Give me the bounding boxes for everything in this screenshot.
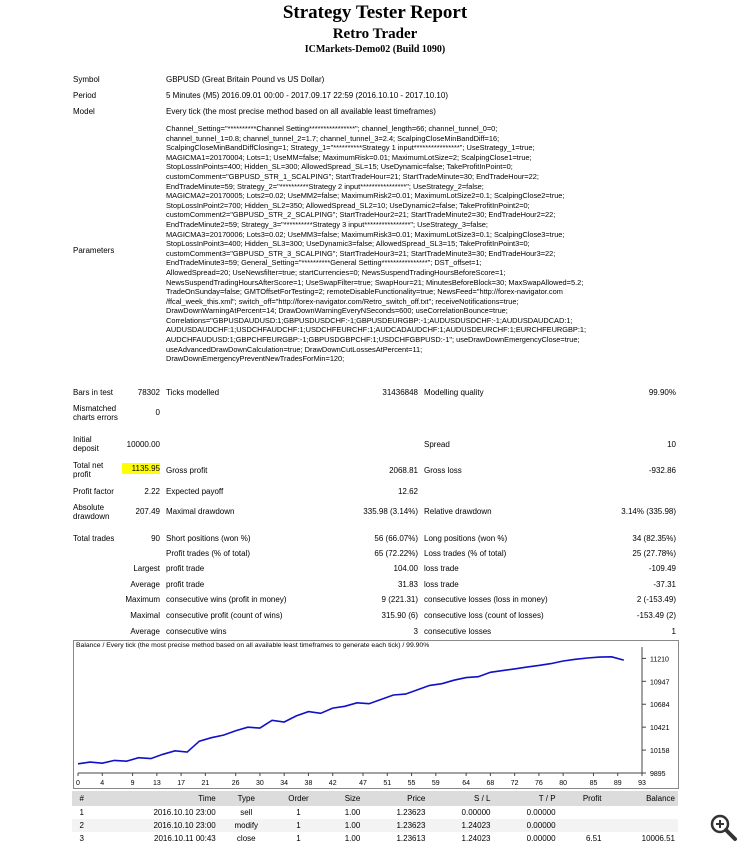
x-tick-label: 93	[638, 780, 646, 787]
y-tick-label: 9895	[650, 771, 666, 778]
orders-header-cell: S / L	[428, 791, 493, 806]
x-tick-label: 47	[359, 780, 367, 787]
avg-cons-label: Average	[130, 627, 160, 636]
x-tick-label: 4	[100, 780, 105, 787]
table-cell	[605, 806, 678, 819]
table-cell: 2	[72, 819, 91, 832]
largest-profit-value: 104.00	[393, 564, 418, 573]
parameters-line: Channel_Setting="**********Channel Setting****************"; channel_length=66; channel_tunnel_0=0;	[166, 124, 498, 133]
table-cell: 2016.10.10 23:00	[91, 819, 218, 832]
maximal-label: Maximal	[130, 611, 160, 620]
zoom-in-icon[interactable]	[708, 812, 738, 842]
y-tick-label: 11210	[650, 656, 669, 664]
average-profit-label: profit trade	[166, 580, 205, 589]
x-tick-label: 38	[304, 780, 313, 787]
parameters-label: Parameters	[73, 246, 115, 255]
reldd-label: Relative drawdown	[424, 507, 492, 516]
parameters-line: DrawDownEmergencyPreventNewTradesForMin=120;	[166, 354, 345, 364]
parameters-text	[166, 124, 686, 364]
average-loss-label: loss trade	[424, 580, 459, 589]
parameters-line: channel_tunnel_1=0.8; channel_tunnel_2=1.7; channel_tunnel_3=2.4; ScalpingCloseMinBandDiff=16;	[166, 133, 500, 143]
maximal-profit-label: consecutive profit (count of wins)	[166, 611, 283, 620]
max-wins-label: consecutive wins (profit in money)	[166, 595, 287, 604]
payoff-value: 12.62	[397, 487, 418, 496]
x-tick-label: 51	[383, 780, 392, 787]
average-profit-value: 31.83	[397, 580, 418, 589]
absdd-value: 207.49	[135, 507, 160, 516]
avg-wins-value: 3	[413, 627, 418, 636]
largest-loss-value: -109.49	[648, 564, 676, 573]
parameters-line: customComment2="GBPUSD_STR_2_SCALPING"; StartTradeHour2=21; StartTradeMinute2=30; EndTradeHour2=22;	[166, 210, 556, 220]
y-tick-label: 10158	[650, 748, 670, 756]
spread-label: Spread	[424, 440, 450, 449]
parameters-line: EndTradeMinute=59; Strategy_2="**********Strategy 2 input****************"; UseStrategy_2=false;	[166, 181, 484, 191]
avg-losses-label: consecutive losses	[424, 627, 492, 636]
table-cell: 1.00	[344, 808, 361, 817]
table-cell	[559, 806, 605, 819]
x-tick-label: 0	[76, 780, 80, 787]
parameters-line: StopLossInPoint3=400; Hidden_SL3=300; UseDynamic3=false; AllowedSpread_SL3=15; TakeProfitInPoint3=0;	[166, 239, 530, 249]
parameters-line: DrawDownWarningAtPercent=14; DrawDownWarningEveryNSeconds=600; useCorrelationBounce=true;	[166, 306, 508, 316]
orders-header-cell: Type	[219, 791, 274, 806]
netprofit-label-1: Total net	[73, 461, 104, 470]
expert-name: Retro Trader	[332, 26, 418, 42]
average-label: Average	[130, 580, 160, 589]
table-cell: modify	[219, 819, 274, 832]
avg-wins-label: consecutive wins	[166, 627, 227, 636]
mismatched-label-1: Mismatched	[73, 404, 117, 413]
model-label: Model	[73, 107, 95, 116]
orders-header-cell: Balance	[605, 791, 678, 806]
mismatched-value: 0	[155, 408, 160, 417]
orders-table	[72, 791, 678, 845]
bars-label: Bars in test	[73, 388, 114, 397]
short-label: Short positions (won %)	[166, 534, 251, 543]
table-cell: 2016.10.11 00:43	[154, 834, 216, 843]
parameters-line: /ffcal_week_this.xml"; switch_off="http://forex-navigator.com/Retro_switch_off.txt"; receiveNotifications=true;	[166, 296, 519, 306]
avg-losses-value: 1	[671, 627, 676, 636]
table-cell: 1.23623	[396, 808, 426, 817]
table-cell: 1	[296, 834, 301, 843]
profit-trades-value: 65 (72.22%)	[374, 549, 418, 558]
orders-header-cell: Size	[323, 791, 363, 806]
max-losses-value: 2 (-153.49)	[636, 595, 676, 604]
x-tick-label: 21	[201, 780, 210, 787]
table-cell: 2016.10.10 23:00	[153, 808, 216, 817]
parameters-line: AllowedSpread=20; UseNewsfilter=true; startCurrencies=0; NewsSuspendTradingHoursBeforeScore=1;	[166, 267, 506, 277]
orders-header-cell: #	[72, 791, 91, 806]
x-tick-label: 17	[177, 780, 185, 787]
table-cell: 1	[296, 808, 301, 817]
profit-trades-label: Profit trades (% of total)	[166, 549, 251, 558]
maxdd-label: Maximal drawdown	[166, 507, 235, 516]
average-loss-value: -37.31	[653, 580, 676, 589]
parameters-line: ScalpingCloseMinBandDiffClosing=1; Strategy_1="**********Strategy 1 input****************"; UseStrategy_1=true;	[166, 143, 535, 153]
y-tick-label: 10421	[650, 725, 670, 733]
bars-value: 78302	[137, 388, 160, 397]
x-tick-label: 64	[462, 780, 471, 787]
y-tick-label: 10947	[650, 679, 670, 687]
netprofit-label-2: profit	[73, 470, 91, 479]
table-cell: 3	[79, 834, 84, 843]
x-tick-label: 59	[431, 780, 440, 787]
pf-label: Profit factor	[73, 487, 114, 496]
table-cell: 1.24023	[461, 834, 491, 843]
ticks-value: 31436848	[382, 388, 418, 397]
period-label: Period	[73, 91, 97, 100]
table-cell: sell	[240, 808, 253, 817]
trades-value: 90	[151, 534, 160, 543]
loss-trades-label: Loss trades (% of total)	[424, 549, 507, 558]
x-tick-label: 89	[613, 780, 622, 787]
balance-chart-svg	[74, 641, 678, 788]
x-tick-label: 42	[328, 780, 337, 787]
parameters-line: TradeOnSunday=false; GMTOffsetForTesting=2; remoteDisableFunctionality=true; NewsFeed="http://forex-navigator.com	[166, 287, 563, 297]
parameters-line: MAGICMA3=20170006; Lots3=0.02; UseMM3=false; MaximumRisk3=0.01; MaximumLotSize3=0.1; ScalpingClose3=true;	[166, 229, 565, 239]
table-cell: 1	[274, 819, 323, 832]
parameters-line: EndTradeMinute2=59; Strategy_3="**********Strategy 3 input****************"; UseStrategy_3=false;	[166, 219, 488, 229]
initial-label-1: Initial	[73, 435, 92, 444]
long-value: 34 (82.35%)	[632, 534, 676, 543]
period-value: 5 Minutes (M5) 2016.09.01 00:00 - 2017.09.17 22:59 (2016.10.10 - 2017.10.10)	[166, 91, 448, 100]
x-tick-label: 34	[280, 780, 289, 787]
grossloss-label: Gross loss	[424, 466, 462, 475]
max-wins-value: 9 (221.31)	[381, 595, 418, 604]
trades-label: Total trades	[73, 534, 115, 543]
long-label: Long positions (won %)	[424, 534, 508, 543]
payoff-label: Expected payoff	[166, 487, 224, 496]
maxdd-value: 335.98 (3.14%)	[363, 507, 418, 516]
parameters-line: AUDUSDAUDCHF:1;USDCHFAUDCHF:1;USDCHFEURCHF:1;AUDCADAUDCHF:1;AUDUSDEURCHF:1;EURCHFEURGBP:1;	[166, 325, 587, 335]
y-tick-label: 10684	[650, 702, 670, 710]
maximal-profit-value: 315.90 (6)	[381, 611, 418, 620]
table-cell: 10006.51	[641, 834, 675, 843]
x-tick-label: 72	[510, 780, 519, 787]
grossprofit-value: 2068.81	[389, 466, 418, 475]
parameters-line: EndTradeMinute3=59; General_Setting="**********General Setting****************"; DST_offset=1;	[166, 258, 482, 268]
table-cell: 1	[79, 808, 84, 817]
absdd-label-1: Absolute	[73, 503, 105, 512]
orders-header-cell: Profit	[559, 791, 605, 806]
parameters-line: StopLossInPoint2=700; Hidden_SL2=350; AllowedSpread_SL2=10; UseDynamic2=false; TakeProfitInPoint2=0;	[166, 200, 530, 210]
parameters-line: AUDCHFAUDUSD:1;GBPCHFEURGBP:-1;GBPUSDGBPCHF:1;USDCHFGBPUSD:-1"; useDrawDownEmergencyClose=true;	[166, 335, 580, 345]
orders-header-row	[72, 791, 678, 806]
max-losses-label: consecutive losses (loss in money)	[424, 595, 548, 604]
quality-label: Modelling quality	[424, 388, 484, 397]
table-row	[72, 819, 678, 832]
table-cell: 6.51	[585, 834, 602, 843]
symbol-label: Symbol	[73, 75, 100, 84]
x-tick-label: 85	[589, 780, 598, 787]
table-row	[72, 806, 678, 819]
report-title: Strategy Tester Report	[282, 2, 468, 23]
loss-trades-value: 25 (27.78%)	[632, 549, 676, 558]
orders-header-cell: Price	[363, 791, 428, 806]
table-cell: 1.24023	[428, 819, 493, 832]
x-tick-label: 76	[535, 780, 543, 787]
x-tick-label: 68	[486, 780, 495, 787]
orders-header-cell: T / P	[493, 791, 558, 806]
table-cell: 0.00000	[526, 834, 556, 843]
maximal-loss-label: consecutive loss (count of losses)	[424, 611, 544, 620]
grossloss-value: -932.86	[648, 466, 676, 475]
spread-value: 10	[667, 440, 676, 449]
parameters-line: MAGICMA2=20170005; Lots2=0.02; UseMM2=false; MaximumRisk2=0.01; MaximumLotSize2=0.1; ScalpingClose2=true;	[166, 191, 565, 201]
table-cell: 1.00	[344, 834, 361, 843]
netprofit-value: 1135.95	[122, 463, 160, 474]
parameters-line: NewsSuspendTradingHoursAfterScore=1; UseSwapFilter=true; SwapHour=21; MinutesBeforeBlock=30; MaxSwapAllowed=5.2;	[166, 277, 584, 287]
x-tick-label: 80	[559, 780, 568, 787]
initial-value: 10000.00	[126, 440, 160, 449]
parameters-line: Correlations="GBPUSDAUDUSD:1;GBPUSDUSDCHF:-1;GBPUSDEURGBP:-1;AUDUSDUSDCHF:-1;AUDUSDAUDCAD:1;	[166, 315, 573, 325]
table-cell	[559, 819, 605, 832]
chart-title: Balance / Every tick (the most precise method based on all available least timeframes to generate each tick) / 99.90%	[76, 642, 430, 649]
table-cell: 0.00000	[526, 808, 556, 817]
maximal-loss-value: -153.49 (2)	[636, 611, 676, 620]
ticks-label: Ticks modelled	[166, 388, 220, 397]
absdd-label-2: drawdown	[73, 512, 110, 521]
table-row	[72, 832, 678, 845]
orders-header-cell: Order	[274, 791, 323, 806]
quality-value: 99.90%	[648, 388, 676, 397]
parameters-line: customComment="GBPUSD_STR_1_SCALPING"; StartTradeHour=21; StartTradeMinute=30; EndTradeHour=22;	[166, 171, 539, 181]
grossprofit-label: Gross profit	[166, 466, 208, 475]
x-tick-label: 55	[407, 780, 416, 787]
balance-chart	[73, 640, 679, 789]
largest-label: Largest	[133, 564, 160, 573]
table-cell: 0.00000	[493, 819, 558, 832]
table-cell: 1.23623	[363, 819, 428, 832]
pf-value: 2.22	[144, 487, 160, 496]
parameters-line: customComment3="GBPUSD_STR_3_SCALPING"; StartTradeHour3=21; StartTradeMinute3=30; EndTradeHour3=22;	[166, 248, 556, 258]
parameters-line: StopLossInPoints=400; Hidden_SL=300; AllowedSpread_SL=15; UseDynamic=false; TakeProfitInPoint=0;	[166, 162, 513, 172]
x-tick-label: 30	[256, 780, 264, 787]
largest-loss-label: loss trade	[424, 564, 459, 573]
table-cell: 1.23613	[396, 834, 426, 843]
server-build: ICMarkets-Demo02 (Build 1090)	[304, 44, 446, 55]
table-cell: 1.00	[323, 819, 363, 832]
orders-header-cell: Time	[91, 791, 218, 806]
x-tick-label: 13	[152, 780, 161, 787]
model-value: Every tick (the most precise method based on all available least timeframes)	[166, 107, 436, 116]
reldd-value: 3.14% (335.98)	[621, 507, 676, 516]
x-tick-label: 9	[130, 780, 135, 787]
largest-profit-label: profit trade	[166, 564, 205, 573]
balance-line	[78, 657, 624, 764]
table-cell: close	[236, 834, 256, 843]
table-cell	[605, 819, 678, 832]
symbol-value: GBPUSD (Great Britain Pound vs US Dollar)	[166, 75, 325, 84]
mismatched-label-2: charts errors	[73, 413, 118, 422]
maximum-label: Maximum	[125, 595, 160, 604]
table-cell: 0.00000	[461, 808, 491, 817]
parameters-line: useAdvancedDrawDownCalculation=true; DrawDownCutLossesAtPercent=11;	[166, 344, 423, 354]
x-tick-label: 26	[231, 780, 240, 787]
parameters-line: MAGICMA1=20170004; Lots=1; UseMM=false; MaximumRisk=0.01; MaximumLotSize=2; ScalpingClose1=true;	[166, 152, 532, 162]
initial-label-2: deposit	[73, 444, 99, 453]
short-value: 56 (66.07%)	[374, 534, 418, 543]
